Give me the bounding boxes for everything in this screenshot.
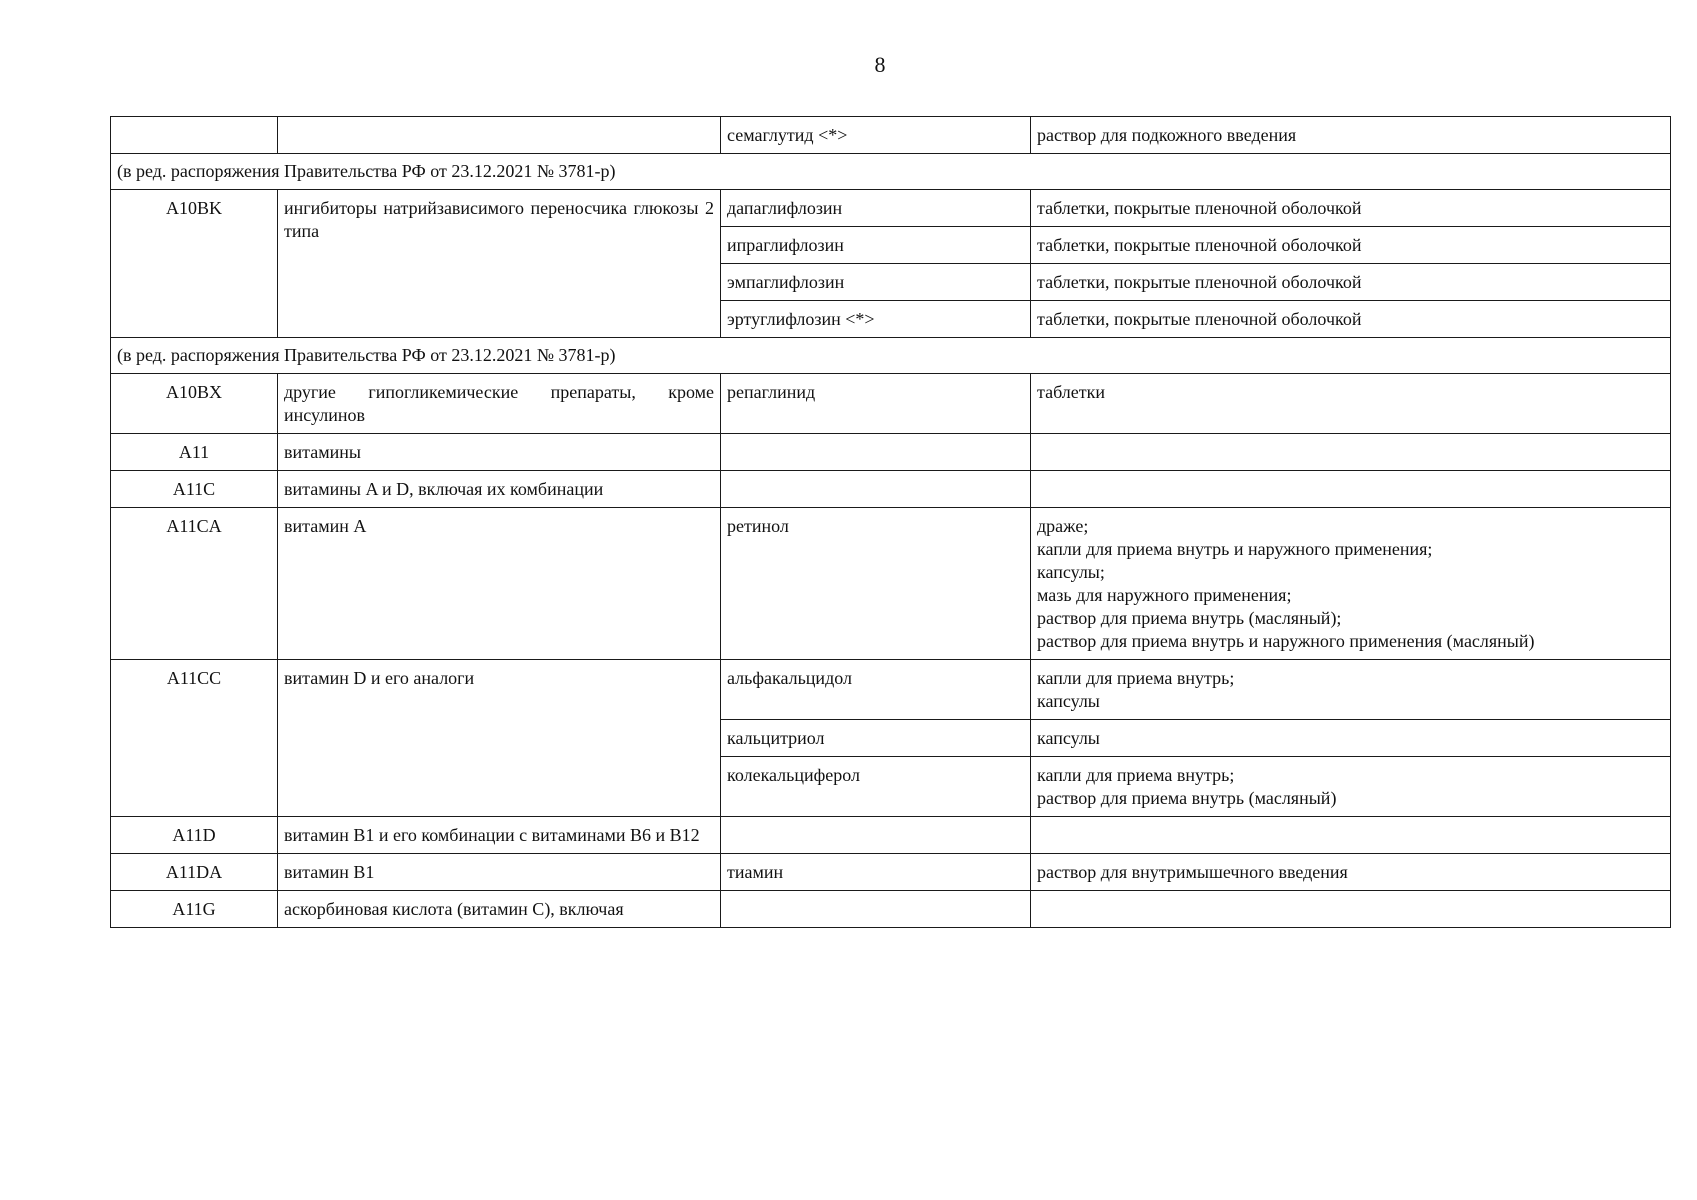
dosage-form: раствор для приема внутрь (масляный) [1037,788,1337,808]
atc-code-cell: A11G [111,891,278,928]
drug-name-cell: колекальциферол [721,757,1031,817]
amendment-note: (в ред. распоряжения Правительства РФ от 23.12.2021 № 3781-р) [111,154,1671,190]
dosage-form: капли для приема внутрь и наружного применения; [1037,539,1433,559]
dosage-forms-cell [1031,264,1671,301]
drug-group-cell: витамин A [278,508,721,660]
drug-name-cell: эртуглифлозин <*> [721,301,1031,338]
dosage-form: таблетки, покрытые пленочной оболочкой [1037,309,1362,329]
drug-group-cell [278,117,721,154]
table-row [111,117,1671,154]
table-body [111,117,1671,928]
dosage-forms-cell [1031,817,1671,854]
table-row [111,434,1671,471]
dosage-form: таблетки, покрытые пленочной оболочкой [1037,235,1362,255]
dosage-forms-cell [1031,190,1671,227]
atc-code-cell: A11DA [111,854,278,891]
dosage-form: раствор для приема внутрь и наружного применения (масляный) [1037,631,1535,651]
atc-code-cell: A10BK [111,190,278,338]
drug-name-cell: дапаглифлозин [721,190,1031,227]
atc-code-cell [111,117,278,154]
drug-group-cell: витамин B1 и его комбинации с витаминами B6 и B12 [278,817,721,854]
table-row [111,817,1671,854]
table-row [111,891,1671,928]
drug-name-cell [721,434,1031,471]
drug-name-cell [721,891,1031,928]
drug-name-cell: эмпаглифлозин [721,264,1031,301]
dosage-form: капли для приема внутрь; [1037,765,1235,785]
dosage-form: раствор для подкожного введения [1037,125,1297,145]
dosage-forms-cell [1031,471,1671,508]
table-row [111,854,1671,891]
amendment-note-row [111,338,1671,374]
atc-code-cell: A11C [111,471,278,508]
dosage-form: драже; [1037,516,1089,536]
drug-name-cell: репаглинид [721,374,1031,434]
dosage-form: раствор для внутримышечного введения [1037,862,1348,882]
amendment-note: (в ред. распоряжения Правительства РФ от 23.12.2021 № 3781-р) [111,338,1671,374]
dosage-forms-cell [1031,227,1671,264]
dosage-form: капсулы [1037,728,1100,748]
atc-code-cell: A11CC [111,660,278,817]
drug-group-cell: аскорбиновая кислота (витамин C), включая [278,891,721,928]
drug-group-cell: витамины [278,434,721,471]
drug-group-cell: витамины A и D, включая их комбинации [278,471,721,508]
table-row [111,471,1671,508]
table-row [111,190,1671,227]
drug-name-cell: кальцитриол [721,720,1031,757]
dosage-forms-cell [1031,117,1671,154]
dosage-forms-cell [1031,854,1671,891]
dosage-form: таблетки [1037,382,1106,402]
page-number: 8 [874,52,886,77]
drug-name-cell: тиамин [721,854,1031,891]
amendment-note-row [111,154,1671,190]
drug-group-cell: витамин B1 [278,854,721,891]
dosage-forms-cell [1031,434,1671,471]
drug-name-cell [721,471,1031,508]
dosage-forms-cell [1031,660,1671,720]
dosage-form: капли для приема внутрь; [1037,668,1235,688]
table-row [111,508,1671,660]
table-row [111,374,1671,434]
dosage-forms-cell [1031,374,1671,434]
atc-code-cell: A10BX [111,374,278,434]
dosage-form: капсулы [1037,691,1100,711]
dosage-forms-cell [1031,301,1671,338]
dosage-form: таблетки, покрытые пленочной оболочкой [1037,272,1362,292]
atc-code-cell: A11CA [111,508,278,660]
dosage-form: таблетки, покрытые пленочной оболочкой [1037,198,1362,218]
dosage-forms-cell [1031,720,1671,757]
dosage-forms-cell [1031,891,1671,928]
atc-code-cell: A11 [111,434,278,471]
dosage-forms-cell [1031,508,1671,660]
drug-name-cell: альфакальцидол [721,660,1031,720]
dosage-forms-cell [1031,757,1671,817]
drug-list-table [110,116,1671,928]
atc-code-cell: A11D [111,817,278,854]
drug-group-cell: ингибиторы натрийзависимого переносчика глюкозы 2 типа [278,190,721,338]
drug-name-cell: ретинол [721,508,1031,660]
drug-group-cell: другие гипогликемические препараты, кроме инсулинов [278,374,721,434]
drug-name-cell [721,817,1031,854]
table-row [111,660,1671,720]
drug-name-cell: ипраглифлозин [721,227,1031,264]
drug-name-cell: семаглутид <*> [721,117,1031,154]
dosage-form: капсулы; [1037,562,1105,582]
dosage-form: раствор для приема внутрь (масляный); [1037,608,1342,628]
drug-group-cell: витамин D и его аналоги [278,660,721,817]
dosage-form: мазь для наружного применения; [1037,585,1292,605]
